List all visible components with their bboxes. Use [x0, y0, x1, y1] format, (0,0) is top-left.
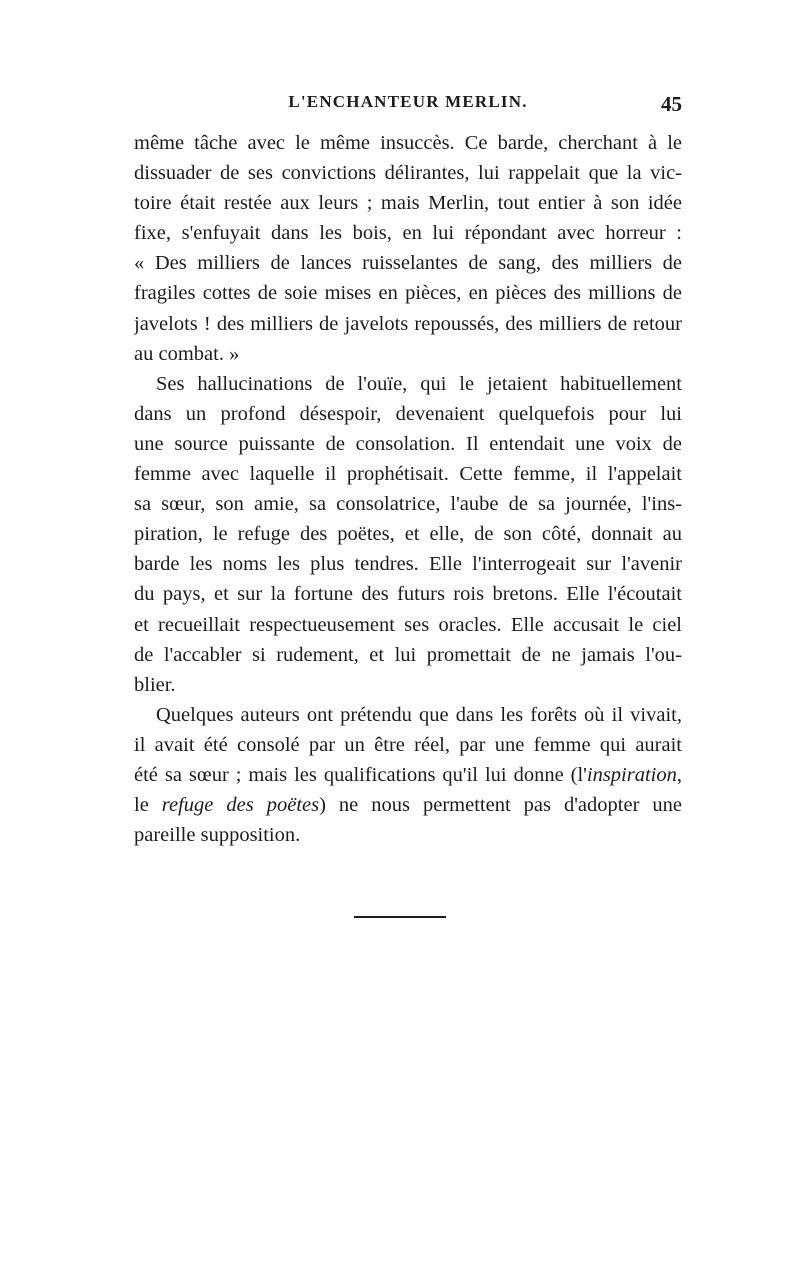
- text-line: même tâche avec le même insuccès. Ce barde, cherchant à le: [134, 132, 682, 154]
- running-title: L'ENCHANTEUR MERLIN.: [288, 92, 528, 111]
- text-line: « Des milliers de lances ruisselantes de sang, des milliers de: [134, 252, 682, 275]
- text-line: blier.: [134, 673, 176, 696]
- paragraph-1: [134, 128, 682, 369]
- text-line: Quelques auteurs ont prétendu que dans les forêts où il vivait,: [156, 703, 682, 726]
- text-line: de l'accabler si rudement, et lui promettait de ne jamais l'ou-: [134, 643, 682, 666]
- text-line: et recueillait respectueusement ses oracles. Elle accusait le ciel: [134, 613, 682, 636]
- text-line: piration, le refuge des poëtes, et elle, de son côté, donnait au: [134, 523, 682, 546]
- text-line: il avait été consolé par un être réel, par une femme qui aurait: [134, 733, 682, 756]
- text-line: javelots ! des milliers de javelots repoussés, des milliers de retour: [134, 312, 682, 335]
- text-line: fragiles cottes de soie mises en pièces, en pièces des millions de: [134, 282, 682, 305]
- text-line: barde les noms les plus tendres. Elle l'interrogeait sur l'avenir: [134, 553, 682, 576]
- text-line: dans un profond désespoir, devenaient quelquefois pour lui: [134, 402, 682, 425]
- text-line: dissuader de ses convictions délirantes, lui rappelait que la vic-: [134, 162, 682, 185]
- section-end-rule: [354, 916, 446, 918]
- paragraph-2: [134, 369, 682, 700]
- text-line: une source puissante de consolation. Il entendait une voix de: [134, 432, 682, 455]
- text-line: toire était restée aux leurs ; mais Merlin, tout entier à son idée: [134, 192, 682, 215]
- text-line: été sa sœur ; mais les qualifications qu'il lui donne (l'inspiration,: [134, 763, 682, 786]
- text-line: du pays, et sur la fortune des futurs rois bretons. Elle l'écoutait: [134, 583, 682, 606]
- text-line: au combat. »: [134, 342, 240, 365]
- text-line: femme avec laquelle il prophétisait. Cette femme, il l'appelait: [134, 463, 682, 486]
- text-line: le refuge des poëtes) ne nous permettent pas d'adopter une: [134, 794, 682, 817]
- text-line: fixe, s'enfuyait dans les bois, en lui répondant avec horreur :: [134, 222, 682, 245]
- text-line: Ses hallucinations de l'ouïe, qui le jetaient habituellement: [156, 372, 682, 395]
- page-number: 45: [661, 92, 682, 116]
- text-line: pareille supposition.: [134, 824, 301, 847]
- running-head: [134, 92, 682, 122]
- text-line: sa sœur, son amie, sa consolatrice, l'aube de sa journée, l'ins-: [134, 493, 682, 516]
- body-text: [134, 128, 682, 850]
- paragraph-3: [134, 700, 682, 850]
